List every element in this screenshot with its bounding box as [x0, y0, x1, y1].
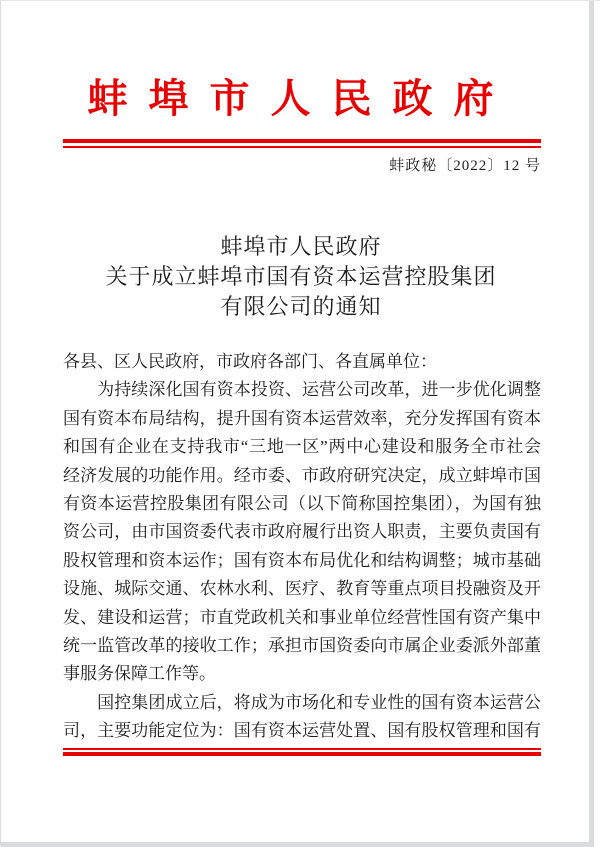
document-title-line-3: 有限公司的通知 — [220, 294, 382, 319]
page-bottom-shadow — [1, 842, 594, 847]
document-body — [63, 348, 541, 746]
header-rule-thin-line — [63, 146, 541, 148]
body-line: 资公司，由市国资委代表市政府履行出资人职责，主要负责国有 — [63, 522, 541, 542]
footer-rule-thick-line — [63, 752, 541, 756]
header-double-rule — [63, 139, 541, 148]
body-line: 司，主要功能定位为：国有资本运营处置、国有股权管理和国有 — [63, 721, 541, 741]
body-line: 和国有企业在支持我市“三地一区”两中心建设和服务全市社会 — [63, 437, 541, 457]
body-line: 有资本运营控股集团有限公司（以下简称国控集团），为国有独 — [63, 494, 541, 514]
body-line: 股权管理和资本运作；国有资本布局优化和结构调整；城市基础 — [63, 550, 541, 570]
body-line: 各县、区人民政府，市政府各部门、各直属单位： — [63, 352, 437, 371]
body-line: 国有资本布局结构，提升国有资本运营效率，充分发挥国有资本 — [63, 408, 541, 428]
body-line: 为持续深化国有资本投资、运营公司改革，进一步优化调整 — [63, 380, 541, 400]
document-title-line-1: 蚌埠市人民政府 — [220, 234, 382, 259]
footer-double-rule — [63, 748, 541, 756]
body-line: 事服务保障工作等。 — [63, 664, 216, 684]
body-line: 国控集团成立后，将成为市场化和专业性的国有资本运营公 — [63, 692, 541, 712]
body-line: 发、建设和运营；市直党政机关和事业单位经营性国有资产集中 — [63, 607, 541, 627]
body-line: 设施、城际交通、农林水利、医疗、教育等重点项目投融资及开 — [63, 579, 541, 599]
document-title — [1, 232, 600, 322]
letterhead-title: 蚌埠市人民政府 — [87, 76, 515, 121]
document-title-line-2: 关于成立蚌埠市国有资本运营控股集团 — [105, 264, 497, 289]
body-line: 统一监管改革的接收工作；承担市国资委向市属企业委派外部董 — [63, 636, 541, 656]
document-number: 蚌政秘〔2022〕12 号 — [389, 158, 541, 174]
body-line: 经济发展的功能作用。经市委、市政府研究决定，成立蚌埠市国 — [63, 465, 541, 485]
page-right-shadow — [589, 1, 594, 842]
